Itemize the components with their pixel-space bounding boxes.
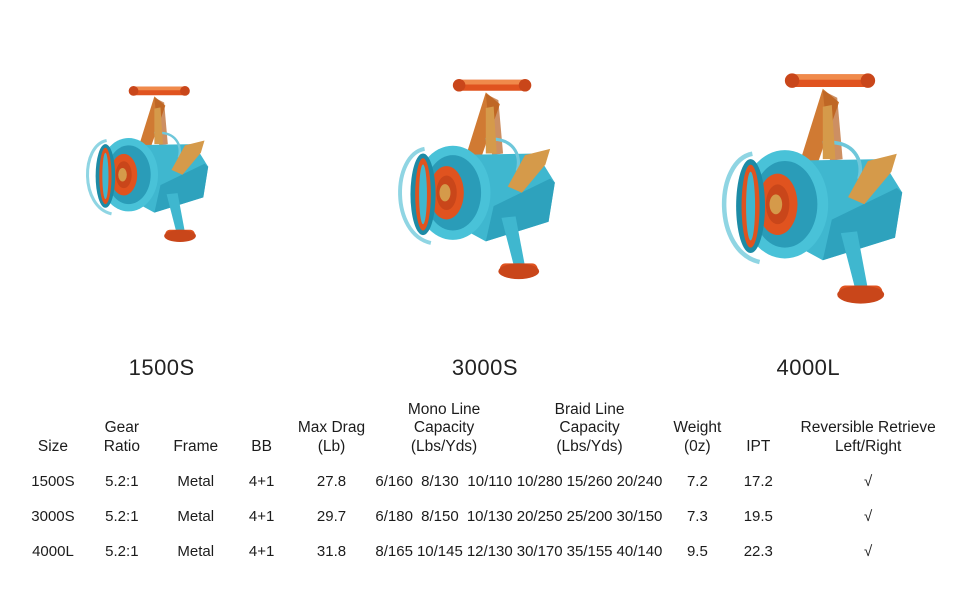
cell-size: 3000S	[31, 507, 75, 525]
cell-reversible: √	[864, 542, 873, 560]
table-row	[20, 464, 950, 499]
product-label: 4000L	[776, 355, 841, 380]
header-size: Size	[37, 437, 69, 455]
reel-image-3000s	[355, 49, 615, 349]
cell-mono-1: 8/165	[375, 542, 413, 560]
cell-braid-2: 15/260	[566, 472, 613, 490]
cell-braid-1: 20/250	[516, 507, 563, 525]
cell-braid-1: 30/170	[516, 542, 563, 560]
header-mono-line-capacity: Mono Line Capacity (Lbs/Yds)	[407, 401, 481, 455]
cell-mono-3: 10/110	[467, 472, 513, 490]
cell-ipt: 22.3	[743, 542, 773, 560]
product-label: 3000S	[451, 355, 519, 380]
cell-frame: Metal	[177, 542, 215, 560]
cell-size: 4000L	[32, 542, 74, 560]
cell-frame: Metal	[177, 507, 215, 525]
product-4000l	[647, 0, 970, 395]
specifications-section	[20, 395, 950, 569]
cell-mono-2: 8/130	[421, 472, 459, 490]
reel-image-4000l	[678, 49, 938, 349]
product-label: 1500S	[128, 355, 195, 380]
cell-gear-ratio: 5.2:1	[105, 507, 139, 525]
cell-weight: 9.5	[686, 542, 708, 560]
cell-bb: 4+1	[248, 507, 275, 525]
header-ipt: IPT	[746, 437, 771, 455]
cell-size: 1500S	[31, 472, 75, 490]
cell-gear-ratio: 5.2:1	[105, 472, 139, 490]
cell-mono-3: 10/130	[466, 507, 513, 525]
cell-bb: 4+1	[248, 472, 275, 490]
header-gear-ratio: Gear Ratio	[103, 419, 140, 455]
cell-weight: 7.3	[686, 507, 708, 525]
header-frame: Frame	[173, 437, 219, 455]
cell-braid-1: 10/280	[516, 472, 563, 490]
header-reversible-retrieve: Reversible Retrieve Left/Right	[800, 419, 936, 455]
header-braid-line-capacity: Braid Line Capacity (Lbs/Yds)	[554, 401, 625, 455]
cell-bb: 4+1	[248, 542, 275, 560]
specifications-table	[20, 401, 950, 569]
table-body	[20, 464, 950, 569]
cell-max-drag: 31.8	[316, 542, 347, 560]
header-max-drag: Max Drag (Lb)	[297, 419, 366, 455]
spinning-reel-illustration	[678, 49, 963, 359]
table-header	[20, 401, 950, 464]
header-weight: Weight (0z)	[673, 419, 722, 455]
cell-mono-1: 6/180	[375, 507, 413, 525]
cell-braid-3: 20/240	[616, 472, 663, 490]
cell-mono-2: 8/150	[421, 507, 459, 525]
cell-mono-2: 10/145	[416, 542, 463, 560]
product-3000s	[323, 0, 646, 395]
cell-max-drag: 27.8	[316, 472, 347, 490]
cell-mono-1: 6/160	[375, 472, 413, 490]
cell-braid-3: 40/140	[616, 542, 663, 560]
product-1500s	[0, 0, 323, 395]
cell-reversible: √	[864, 472, 873, 490]
cell-reversible: √	[864, 507, 873, 525]
cell-gear-ratio: 5.2:1	[105, 542, 139, 560]
cell-ipt: 17.2	[743, 472, 773, 490]
cell-braid-2: 25/200	[566, 507, 613, 525]
cell-mono-3: 12/130	[466, 542, 513, 560]
cell-weight: 7.2	[686, 472, 708, 490]
table-row	[20, 534, 950, 569]
cell-ipt: 19.5	[743, 507, 773, 525]
cell-max-drag: 29.7	[316, 507, 347, 525]
table-row	[20, 499, 950, 534]
header-bb: BB	[251, 437, 272, 455]
cell-braid-2: 35/155	[566, 542, 613, 560]
reel-image-1500s	[32, 49, 292, 349]
spinning-reel-illustration	[355, 49, 620, 339]
cell-braid-3: 30/150	[616, 507, 663, 525]
cell-frame: Metal	[177, 472, 215, 490]
spinning-reel-illustration	[47, 49, 277, 309]
